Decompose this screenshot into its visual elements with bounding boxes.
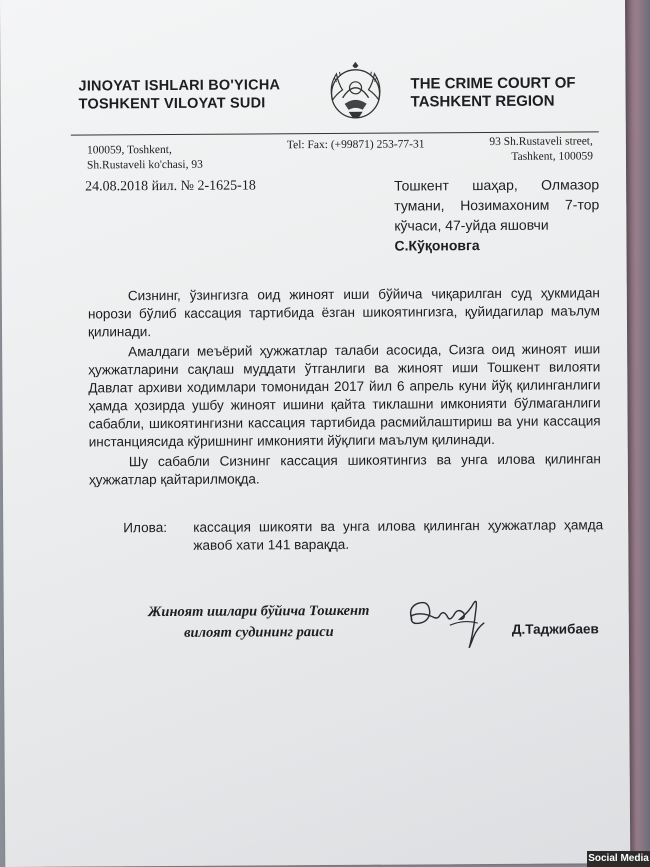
- address-english-line2: Tashkent, 100059: [511, 150, 594, 163]
- signatory-title: [114, 601, 404, 645]
- source-watermark: Social Media: [587, 851, 650, 867]
- phone-fax: Tel: Fax: (+99871) 253-77-31: [286, 138, 425, 152]
- attachment-note: [123, 516, 603, 555]
- court-name-english: [410, 74, 610, 111]
- handwritten-signature: [404, 589, 504, 654]
- address-english: [471, 134, 593, 165]
- body-paragraph-1: Сизнинг, ўзингизга оид жиноят иши бўйича чиқарилган суд ҳукмидан норози бўлиб кассация тартибида ёзган шикоятингизга, қуйидагилар маълум қилинади.: [87, 285, 600, 340]
- address-uzbek: [87, 142, 277, 173]
- court-name-uzbek-line2: TOSHKENT VILOYAT SUDI: [78, 95, 266, 113]
- body-paragraph-2: Амалдаги меъёрий ҳужжатлар талаби асосида, Сизга оид жиноят иши ҳужжатларини сақлаш муддати ўтганлиги ва жиноят иши Тошкент вилояти Давлат архиви ходимлари томонидан 2017 йил 6 апрель куни йўқ қилинганлиги ҳамда ҳозирда ушбу жиноят ишини қайта тиклашни имконияти бўлмаганлиги сабабли, шикоятингизни кассация тартибида расмийлаштириш ва уни кассация инстанциясида кўришнинг имконияти йўқлиги маълум қилинади.: [88, 341, 601, 450]
- court-name-english-line1: THE CRIME COURT OF: [410, 74, 576, 93]
- attachment-text: кассация шикояти ва унга илова қилинган ҳужжатлар ҳамда жавоб хати 141 варақда.: [193, 517, 604, 553]
- court-name-uzbek-line1: JINOYAT ISHLARI BO'YICHA: [78, 77, 281, 95]
- letter-body: [88, 284, 601, 491]
- body-paragraph-3: Шу сабабли Сизнинг кассация шикоятингиз ва унга илова қилинган ҳужжатлар қайтарилмоқда.: [88, 451, 601, 488]
- signatory-title-line1: Жиноят ишлари бўйича Тошкент: [148, 602, 370, 621]
- court-name-uzbek: [78, 76, 318, 113]
- signer-name: Д.Таджибаев: [511, 621, 599, 637]
- court-name-english-line2: TASHKENT REGION: [410, 92, 555, 111]
- address-english-line1: 93 Sh.Rustaveli street,: [489, 135, 593, 149]
- letter-date-number: 24.08.2018 йил. № 2-1625-18: [85, 178, 256, 195]
- attachment-label: Илова:: [123, 519, 168, 536]
- address-uzbek-line1: 100059, Toshkent,: [86, 143, 172, 157]
- signatory-title-line2: вилоят судининг раиси: [184, 623, 334, 641]
- recipient-name: С.Кўқоновга: [394, 237, 480, 254]
- recipient-block: [394, 174, 599, 255]
- recipient-address: Тошкент шаҳар, Олмазор тумани, Нозимахоним 7-тор кўчаси, 47-уйда яшовчи: [394, 176, 600, 234]
- state-emblem-icon: [322, 60, 388, 126]
- address-uzbek-line2: Sh.Rustaveli ko'chasi, 93: [86, 158, 203, 172]
